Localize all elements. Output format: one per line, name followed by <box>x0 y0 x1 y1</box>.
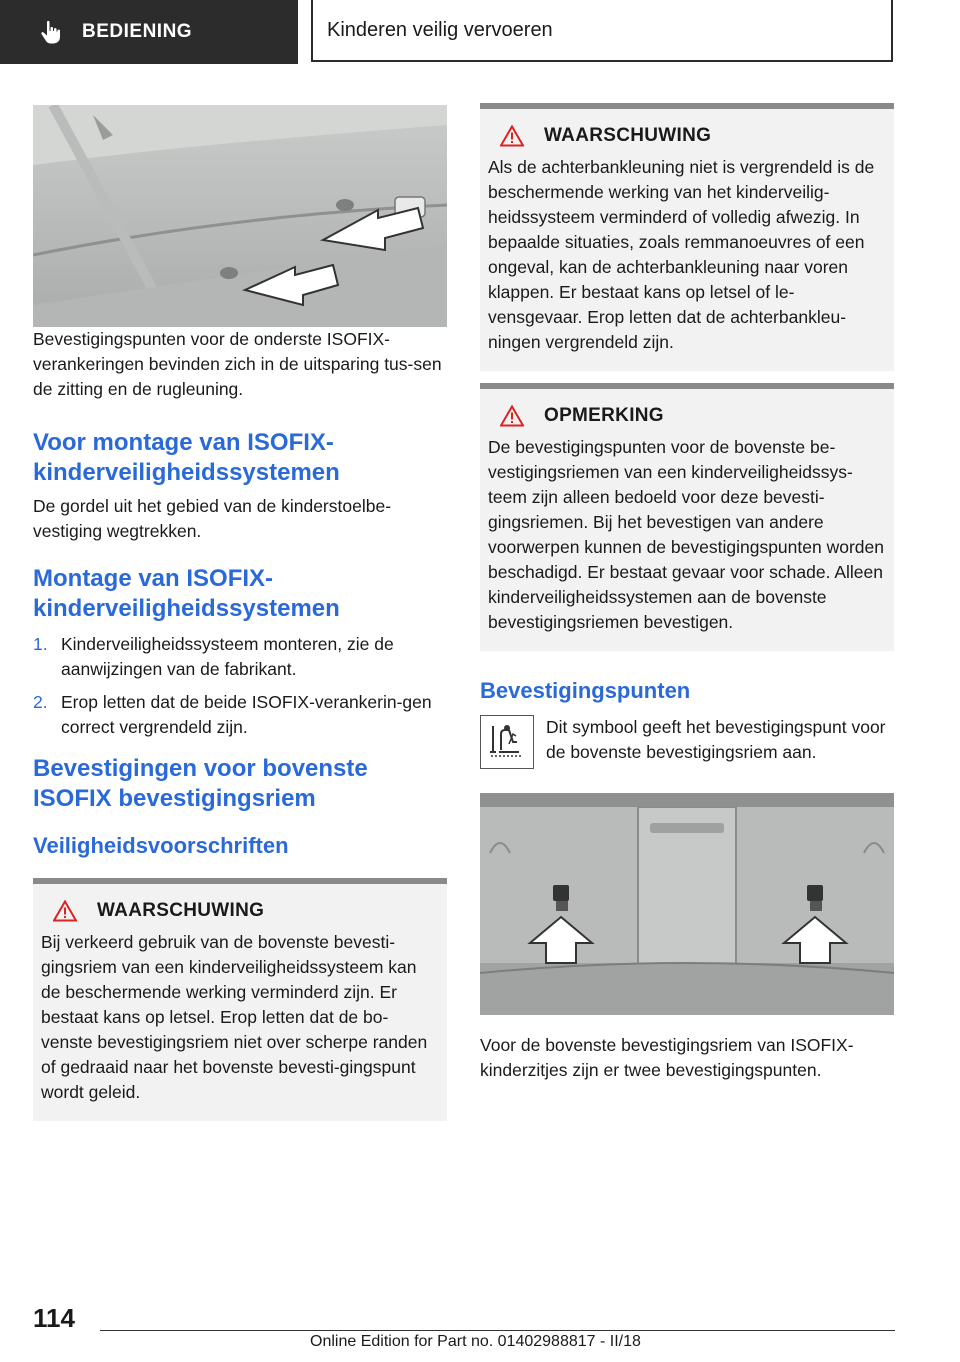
footer-divider <box>100 1330 895 1331</box>
symbol-row <box>480 715 894 769</box>
heading-preparation: Voor montage van ISOFIX-kinderveiligheidssystemen <box>33 429 340 486</box>
photo-caption: Bevestigingspunten voor de onderste ISOFIX-verankeringen bevinden zich in de uitsparing tus-sen de zitting en de rugleuning. <box>33 329 442 399</box>
installation-steps <box>33 632 447 740</box>
step-number: 2. <box>33 692 48 712</box>
section-label: BEDIENING <box>82 21 193 42</box>
warning-text: Bij verkeerd gebruik van de bovenste bevesti-gingsriem van een kinderveiligheidssysteem kan de beschermende werking verminderd zijn. Er bestaat kans op letsel. Erop letten dat de bo-venste bevestigingsriem niet over scherpe randen of gedraaid naar het bovenste bevesti-gingspunt wordt geleid. <box>41 932 428 1102</box>
step-text: Erop letten dat de beide ISOFIX-verankerin-gen correct vergrendeld zijn. <box>61 692 432 737</box>
list-item <box>33 632 447 682</box>
note-title: OPMERKING <box>544 405 664 426</box>
note-box <box>480 383 894 651</box>
left-column <box>33 105 447 1121</box>
section-tab <box>0 0 298 64</box>
warning-triangle-icon <box>53 900 77 922</box>
subheading-safety: Veiligheidsvoorschriften <box>33 833 289 858</box>
rear-seat-isofix-photo <box>33 105 447 327</box>
symbol-description: Dit symbool geeft het bevestigingspunt voor de bovenste bevestigingsriem aan. <box>546 717 886 762</box>
hand-pointer-icon <box>38 19 64 45</box>
photo-caption: Voor de bovenste bevestigingsriem van ISOFIX-kinderzitjes zijn er twee bevestigingspunten. <box>480 1035 854 1080</box>
warning-triangle-icon <box>500 125 524 147</box>
warning-title: WAARSCHUWING <box>544 125 712 146</box>
heading-top-tether: Bevestigingen voor bovenste ISOFIX bevestigingsriem <box>33 755 368 812</box>
edition-text: Online Edition for Part no. 01402988817 - II/18 <box>310 1333 641 1350</box>
warning-box <box>33 878 447 1121</box>
heading-installation: Montage van ISOFIX-kinderveiligheidssystemen <box>33 565 340 622</box>
warning-text: Als de achterbankleuning niet is vergrendeld is de beschermende werking van het kinderveilig-heidssysteem verminderd of volledig afwezig. In bepaalde situaties, zoals remmanoeuvres of een ongeval, kan de achterbankleuning naar voren klappen. Er bestaat kans op letsel of le-vensgevaar. Erop letten dat de achterbankleu-ningen vergrendeld zijn. <box>488 157 875 352</box>
step-text: Kinderveiligheidssysteem monteren, zie de aanwijzingen van de fabrikant. <box>61 634 394 679</box>
trunk-anchor-points-photo <box>480 793 894 1015</box>
chapter-title: Kinderen veilig vervoeren <box>311 0 893 62</box>
page-number: 114 <box>33 1303 75 1333</box>
child-seat-anchor-icon <box>480 715 534 769</box>
step-number: 1. <box>33 634 48 654</box>
warning-triangle-icon <box>500 405 524 427</box>
note-text: De bevestigingspunten voor de bovenste be-vestigingsriemen van een kinderveiligheidssys-teem zijn alleen bedoeld voor deze bevesti-gingsriemen. Bij het bevestigen van andere voorwerpen kunnen de bevestigingspunten worden beschadigd. Er bestaat gevaar voor schade. Alleen kinderveiligheidssystemen aan de bovenste bevestigingsriemen bevestigen. <box>488 437 884 632</box>
list-item <box>33 690 447 740</box>
warning-box <box>480 103 894 371</box>
warning-title: WAARSCHUWING <box>97 900 265 921</box>
right-column <box>480 103 894 1083</box>
heading-anchor-points: Bevestigingspunten <box>480 678 691 703</box>
preparation-text: De gordel uit het gebied van de kinderstoelbe-vestiging wegtrekken. <box>33 496 392 541</box>
